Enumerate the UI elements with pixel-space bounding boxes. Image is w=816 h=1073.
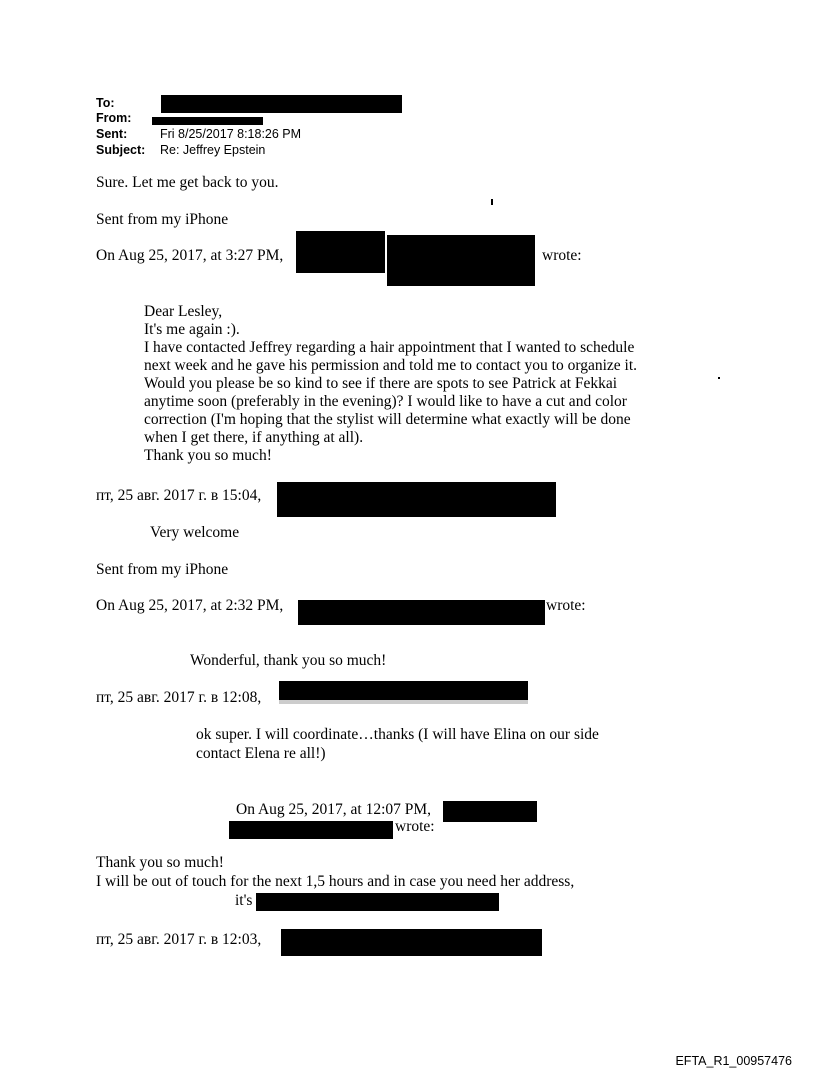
- letter-line: It's me again :).: [144, 321, 240, 338]
- ok-super-line-1: ok super. I will coordinate…thanks (I will have Elina on our side: [196, 726, 599, 743]
- redaction-from: [152, 117, 263, 125]
- from-label: From:: [96, 111, 132, 125]
- redaction-quote1-name: [296, 231, 385, 273]
- letter-line: I have contacted Jeffrey regarding a hair appointment that I wanted to schedule: [144, 339, 635, 356]
- reply-text: Sure. Let me get back to you.: [96, 174, 279, 191]
- subject-row: [96, 143, 265, 158]
- stray-mark: [491, 199, 493, 205]
- wonderful-text: Wonderful, thank you so much!: [190, 652, 387, 669]
- quote3-intro: On Aug 25, 2017, at 12:07 PM,: [236, 801, 432, 818]
- quote1-intro: On Aug 25, 2017, at 3:27 PM,: [96, 247, 284, 264]
- redaction-quote1-email: [387, 235, 535, 286]
- letter-line: Dear Lesley,: [144, 303, 223, 320]
- ru-line-2: пт, 25 авг. 2017 г. в 12:08,: [96, 689, 262, 706]
- quote2-intro: On Aug 25, 2017, at 2:32 PM,: [96, 597, 284, 614]
- redaction-quote3-name: [443, 801, 537, 822]
- from-row: [96, 111, 160, 126]
- document-id: EFTA_R1_00957476: [675, 1054, 792, 1068]
- redaction-ru2: [279, 681, 528, 700]
- ru-line-3: пт, 25 авг. 2017 г. в 12:03,: [96, 931, 262, 948]
- quote1-wrote: wrote:: [542, 247, 582, 264]
- letter-line: Thank you so much!: [144, 447, 272, 464]
- ok-super-line-2: contact Elena re all!): [196, 745, 326, 762]
- letter-line: correction (I'm hoping that the stylist will determine what exactly will be done: [144, 411, 631, 428]
- letter-line: Would you please be so kind to see if there are spots to see Patrick at Fekkai: [144, 375, 618, 392]
- letter-block: [144, 303, 664, 465]
- very-welcome: Very welcome: [150, 524, 240, 541]
- sent-row: [96, 127, 301, 142]
- sent-label: Sent:: [96, 127, 128, 141]
- letter-line: next week and he gave his permission and told me to contact you to organize it.: [144, 357, 638, 374]
- signature-1: Sent from my iPhone: [96, 211, 229, 228]
- its-text: it's: [235, 892, 253, 909]
- ru-line-1: пт, 25 авг. 2017 г. в 15:04,: [96, 487, 262, 504]
- thank-you-text: Thank you so much!: [96, 854, 224, 871]
- redaction-quote2: [298, 600, 545, 625]
- speck-mark: [718, 377, 720, 379]
- signature-2: Sent from my iPhone: [96, 561, 229, 578]
- redaction-ru2-underline: [279, 700, 528, 704]
- subject-value: Re: Jeffrey Epstein: [160, 143, 266, 157]
- to-label: To:: [96, 96, 115, 110]
- letter-line: anytime soon (preferably in the evening)? I would like to have a cut and color: [144, 393, 627, 410]
- sent-value: Fri 8/25/2017 8:18:26 PM: [160, 127, 302, 141]
- redaction-ru3: [281, 929, 542, 956]
- quote2-wrote: wrote:: [546, 597, 586, 614]
- letter-line: when I get there, if anything at all).: [144, 429, 364, 446]
- out-of-touch-text: I will be out of touch for the next 1,5 hours and in case you need her address,: [96, 873, 575, 890]
- subject-label: Subject:: [96, 143, 146, 157]
- quote3-wrote: wrote:: [395, 818, 435, 835]
- to-row: [96, 96, 160, 111]
- redaction-to: [161, 95, 402, 113]
- redaction-ru1: [277, 482, 556, 517]
- redaction-quote3-email: [229, 821, 393, 839]
- redaction-address: [256, 893, 499, 911]
